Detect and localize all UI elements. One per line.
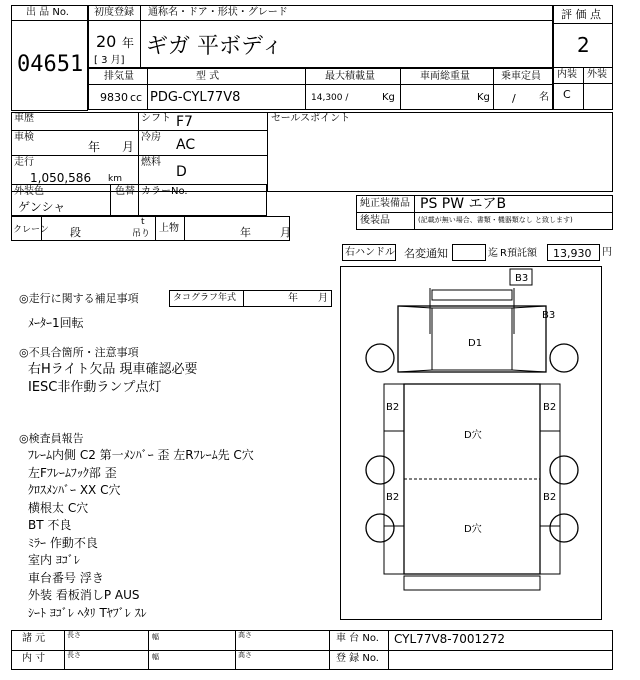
options-label: 純正装備品 <box>360 198 410 209</box>
gross-weight-label: 車両総重量 <box>420 71 470 82</box>
history-block <box>11 112 613 192</box>
width-label: 幅 <box>152 633 159 641</box>
interior-grade: C <box>563 88 571 101</box>
diagram-label: D穴 <box>464 524 482 535</box>
name-change-until: 迄 <box>488 248 498 259</box>
recycle-deposit-unit: 円 <box>602 247 612 258</box>
model-name-label: 通称名・ドア・形状・グレード <box>148 7 288 18</box>
inspector-report-line: 左Fﾌﾚｰﾑﾌｯｸ部 歪 <box>28 465 117 480</box>
mileage-supplement-label: ◎走行に関する補足事項 <box>19 292 139 305</box>
length-label: 長さ <box>67 631 81 639</box>
inspector-report-line: ﾌﾚｰﾑ内側 C2 第一ﾒﾝﾊﾞｰ 歪 左Rﾌﾚｰﾑ先 C穴 <box>28 448 254 462</box>
dimensions-label: 諸 元 <box>22 633 46 644</box>
mileage-unit: km <box>108 174 122 184</box>
inspection-year-unit: 年 <box>88 140 101 154</box>
ac-label: 冷房 <box>141 132 161 143</box>
model-name: ギガ 平ボディ <box>146 34 284 59</box>
inspector-report-line: BT 不良 <box>28 518 72 532</box>
registration-year-unit: 年 <box>122 36 135 50</box>
capacity-unit: 名 <box>539 92 549 103</box>
tachograph-month-unit: 月 <box>318 293 328 304</box>
wheel-front-right <box>550 344 578 372</box>
capacity-label: 乗車定員 <box>501 71 541 82</box>
sales-point-label: セールスポイント <box>271 113 351 124</box>
body-label: 上物 <box>159 223 179 234</box>
displacement-value: 9830 <box>100 91 128 104</box>
rear-gate <box>404 576 540 590</box>
lot-number-label: 出 品 No. <box>26 7 69 18</box>
history-label: 車歴 <box>14 113 34 124</box>
inspector-report-label: ◎検査員報告 <box>19 432 84 445</box>
diagram-label: B2 <box>386 492 400 503</box>
displacement-label: 排気量 <box>104 71 134 82</box>
crane-stage-unit: 段 <box>70 226 81 239</box>
diagram-label: B2 <box>543 492 557 503</box>
fuel-value: D <box>176 164 187 180</box>
name-change-box <box>452 244 486 261</box>
first-registration-label: 初度登録 <box>94 7 134 18</box>
interior-dimensions-label: 内 寸 <box>22 653 46 664</box>
wheel-rear-right <box>550 514 578 542</box>
wheel-rear-left <box>366 514 394 542</box>
shift-value: F7 <box>176 114 193 130</box>
color-change-label: 色替 <box>115 186 135 197</box>
capacity-value: / <box>512 92 516 105</box>
wheel-front-left <box>366 344 394 372</box>
inspector-report-line: 室内 ﾖｺﾞﾚ <box>28 553 80 567</box>
height-label: 高さ <box>238 631 252 639</box>
aftermarket-label: 後装品 <box>360 215 390 226</box>
crane-hanging-unit: 吊り <box>132 229 151 239</box>
chassis-number-label: 車 台 No. <box>336 633 379 644</box>
inspection-month-unit: 月 <box>122 140 135 154</box>
diagram-label: D1 <box>468 338 483 349</box>
inspector-report-line: ﾐﾗｰ 作動不良 <box>28 535 98 550</box>
inspector-report-line: 外装 看板消しP AUS <box>28 588 140 602</box>
inspector-report-line: ｸﾛｽﾒﾝﾊﾞｰ XX C穴 <box>28 483 121 497</box>
mileage-label: 走行 <box>14 157 34 168</box>
front-bumper <box>432 290 512 300</box>
fuel-label: 燃料 <box>141 157 161 168</box>
diagram-label: B3 <box>542 310 556 321</box>
body-year-unit: 年 <box>240 226 251 239</box>
gross-weight-unit: Kg <box>477 92 490 103</box>
diagram-label: B3 <box>515 273 529 284</box>
inspector-report-line: ｼｰﾄ ﾖｺﾞﾚ ﾍﾀﾘ Tﾔﾌﾞﾚ ｽﾚ <box>28 605 147 620</box>
crane-ton-unit: t <box>141 217 145 227</box>
model-code: PDG-CYL77V8 <box>150 90 241 105</box>
defect-line: 右Hライト欠品 現車確認必要 <box>28 362 198 377</box>
tachograph-year-unit: 年 <box>288 293 298 304</box>
color-number-label: カラーNo. <box>141 186 188 197</box>
max-load-unit: Kg <box>382 92 395 103</box>
inspection-label: 車検 <box>14 132 34 143</box>
exterior-grade-label: 外装 <box>587 69 607 80</box>
tachograph-label: タコグラフ年式 <box>173 293 237 303</box>
inspector-report-line: 車台番号 浮き <box>28 570 104 585</box>
diagram-label: D穴 <box>464 430 482 441</box>
body-month-unit: 月 <box>280 226 291 239</box>
defect-label: ◎不具合箇所・注意事項 <box>19 346 139 359</box>
right-handle: 右ハンドル <box>345 247 395 258</box>
registration-number-label: 登 録 No. <box>336 653 379 664</box>
interior-width-label: 幅 <box>152 653 159 661</box>
defect-line: IESC非作動ランプ点灯 <box>28 380 162 395</box>
diagram-label: B2 <box>386 402 400 413</box>
inspector-report-line: 横根太 C穴 <box>28 500 89 515</box>
wheel-mid-left <box>366 456 394 484</box>
max-load-value: 14,300 / <box>311 93 349 103</box>
registration-year: 20 <box>96 32 117 51</box>
exterior-color-label: 外装色 <box>14 186 44 197</box>
displacement-unit: cc <box>130 91 143 104</box>
options-value: PS PW エアB <box>420 196 507 212</box>
score-value: 2 <box>577 33 590 57</box>
chassis-number: CYL77V8-7001272 <box>394 632 506 646</box>
recycle-deposit-amount: 13,930 <box>553 247 592 260</box>
interior-grade-label: 内装 <box>557 69 577 80</box>
interior-height-label: 高さ <box>238 651 252 659</box>
interior-length-label: 長さ <box>67 651 81 659</box>
truck-diagram <box>340 266 602 620</box>
recycle-deposit-label: R預託額 <box>500 248 537 259</box>
mileage-value: 1,050,586 <box>30 171 92 185</box>
crane-label: クレーン <box>13 225 49 235</box>
name-change-label: 名変通知 <box>404 247 448 260</box>
max-load-label: 最大積載量 <box>325 71 375 82</box>
ac-value: AC <box>176 137 196 153</box>
model-code-label: 型 式 <box>196 71 220 82</box>
score-label: 評 価 点 <box>561 8 601 21</box>
meter-note: ﾒｰﾀｰ1回転 <box>28 316 84 330</box>
aftermarket-note: (記載が無い場合、書類・機器類なし と致します) <box>418 216 573 224</box>
diagram-label: B2 <box>543 402 557 413</box>
shift-label: シフト <box>141 113 171 124</box>
lot-number: 04651 <box>17 52 84 77</box>
wheel-mid-right <box>550 456 578 484</box>
registration-month: [ 3 月] <box>94 55 125 66</box>
exterior-color: ゲンシャ <box>18 200 66 214</box>
